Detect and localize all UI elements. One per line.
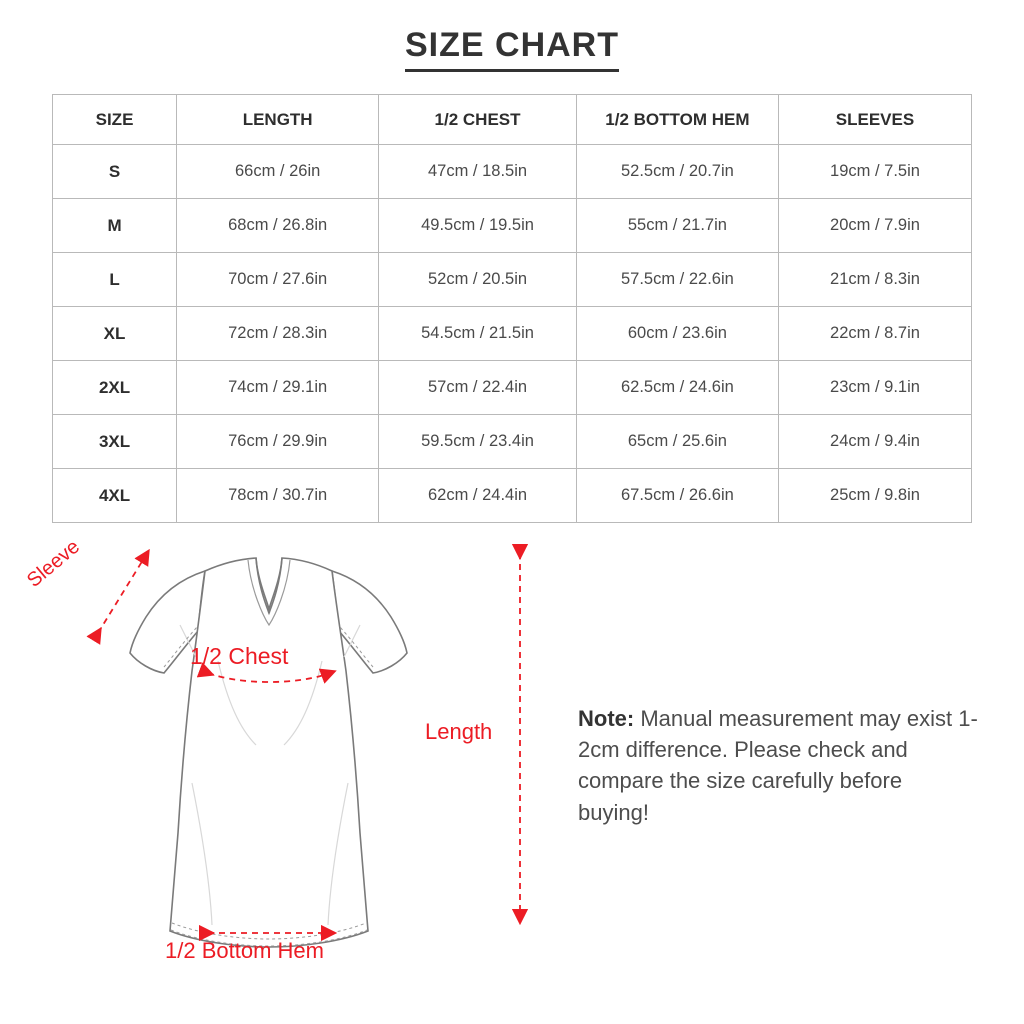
cell-hem: 62.5cm / 24.6in — [576, 361, 778, 415]
label-length: Length — [425, 719, 493, 744]
cell-size: 2XL — [53, 361, 177, 415]
size-chart-table — [52, 94, 972, 523]
column-header-sleeves: SLEEVES — [778, 95, 971, 145]
note-text: Manual measurement may exist 1-2cm difference. Please check and compare the size carefully before buying! — [578, 706, 978, 825]
table-row — [53, 361, 972, 415]
cell-sleeve: 24cm / 9.4in — [778, 415, 971, 469]
cell-chest: 54.5cm / 21.5in — [379, 307, 577, 361]
cell-length: 68cm / 26.8in — [177, 199, 379, 253]
cell-hem: 65cm / 25.6in — [576, 415, 778, 469]
tshirt-outline-icon — [60, 533, 480, 1003]
table-row — [53, 253, 972, 307]
cell-chest: 62cm / 24.4in — [379, 469, 577, 523]
cell-sleeve: 22cm / 8.7in — [778, 307, 971, 361]
cell-sleeve: 20cm / 7.9in — [778, 199, 971, 253]
cell-chest: 57cm / 22.4in — [379, 361, 577, 415]
cell-hem: 67.5cm / 26.6in — [576, 469, 778, 523]
cell-length: 70cm / 27.6in — [177, 253, 379, 307]
cell-hem: 52.5cm / 20.7in — [576, 145, 778, 199]
label-bottom-hem: 1/2 Bottom Hem — [165, 938, 324, 963]
cell-size: 3XL — [53, 415, 177, 469]
cell-hem: 55cm / 21.7in — [576, 199, 778, 253]
cell-chest: 49.5cm / 19.5in — [379, 199, 577, 253]
cell-chest: 47cm / 18.5in — [379, 145, 577, 199]
column-header-size: SIZE — [53, 95, 177, 145]
note-prefix: Note: — [578, 706, 635, 731]
table-row — [53, 415, 972, 469]
cell-size: XL — [53, 307, 177, 361]
cell-length: 66cm / 26in — [177, 145, 379, 199]
cell-chest: 59.5cm / 23.4in — [379, 415, 577, 469]
cell-hem: 60cm / 23.6in — [576, 307, 778, 361]
cell-size: M — [53, 199, 177, 253]
table-row — [53, 307, 972, 361]
cell-length: 78cm / 30.7in — [177, 469, 379, 523]
note-block — [578, 703, 978, 828]
column-header-length: LENGTH — [177, 95, 379, 145]
cell-sleeve: 23cm / 9.1in — [778, 361, 971, 415]
cell-sleeve: 21cm / 8.3in — [778, 253, 971, 307]
table-row — [53, 199, 972, 253]
cell-size: S — [53, 145, 177, 199]
cell-hem: 57.5cm / 22.6in — [576, 253, 778, 307]
measurement-diagram — [0, 523, 1024, 1023]
page-title: SIZE CHART — [405, 26, 619, 72]
column-header-hem: 1/2 BOTTOM HEM — [576, 95, 778, 145]
cell-length: 76cm / 29.9in — [177, 415, 379, 469]
size-table-container — [52, 94, 972, 523]
table-header-row — [53, 95, 972, 145]
cell-size: 4XL — [53, 469, 177, 523]
cell-chest: 52cm / 20.5in — [379, 253, 577, 307]
cell-sleeve: 19cm / 7.5in — [778, 145, 971, 199]
table-row — [53, 469, 972, 523]
column-header-chest: 1/2 CHEST — [379, 95, 577, 145]
cell-sleeve: 25cm / 9.8in — [778, 469, 971, 523]
cell-size: L — [53, 253, 177, 307]
page-title-container — [0, 0, 1024, 72]
cell-length: 72cm / 28.3in — [177, 307, 379, 361]
label-sleeve: Sleeve — [23, 535, 84, 592]
cell-length: 74cm / 29.1in — [177, 361, 379, 415]
table-row — [53, 145, 972, 199]
label-chest: 1/2 Chest — [190, 643, 289, 669]
